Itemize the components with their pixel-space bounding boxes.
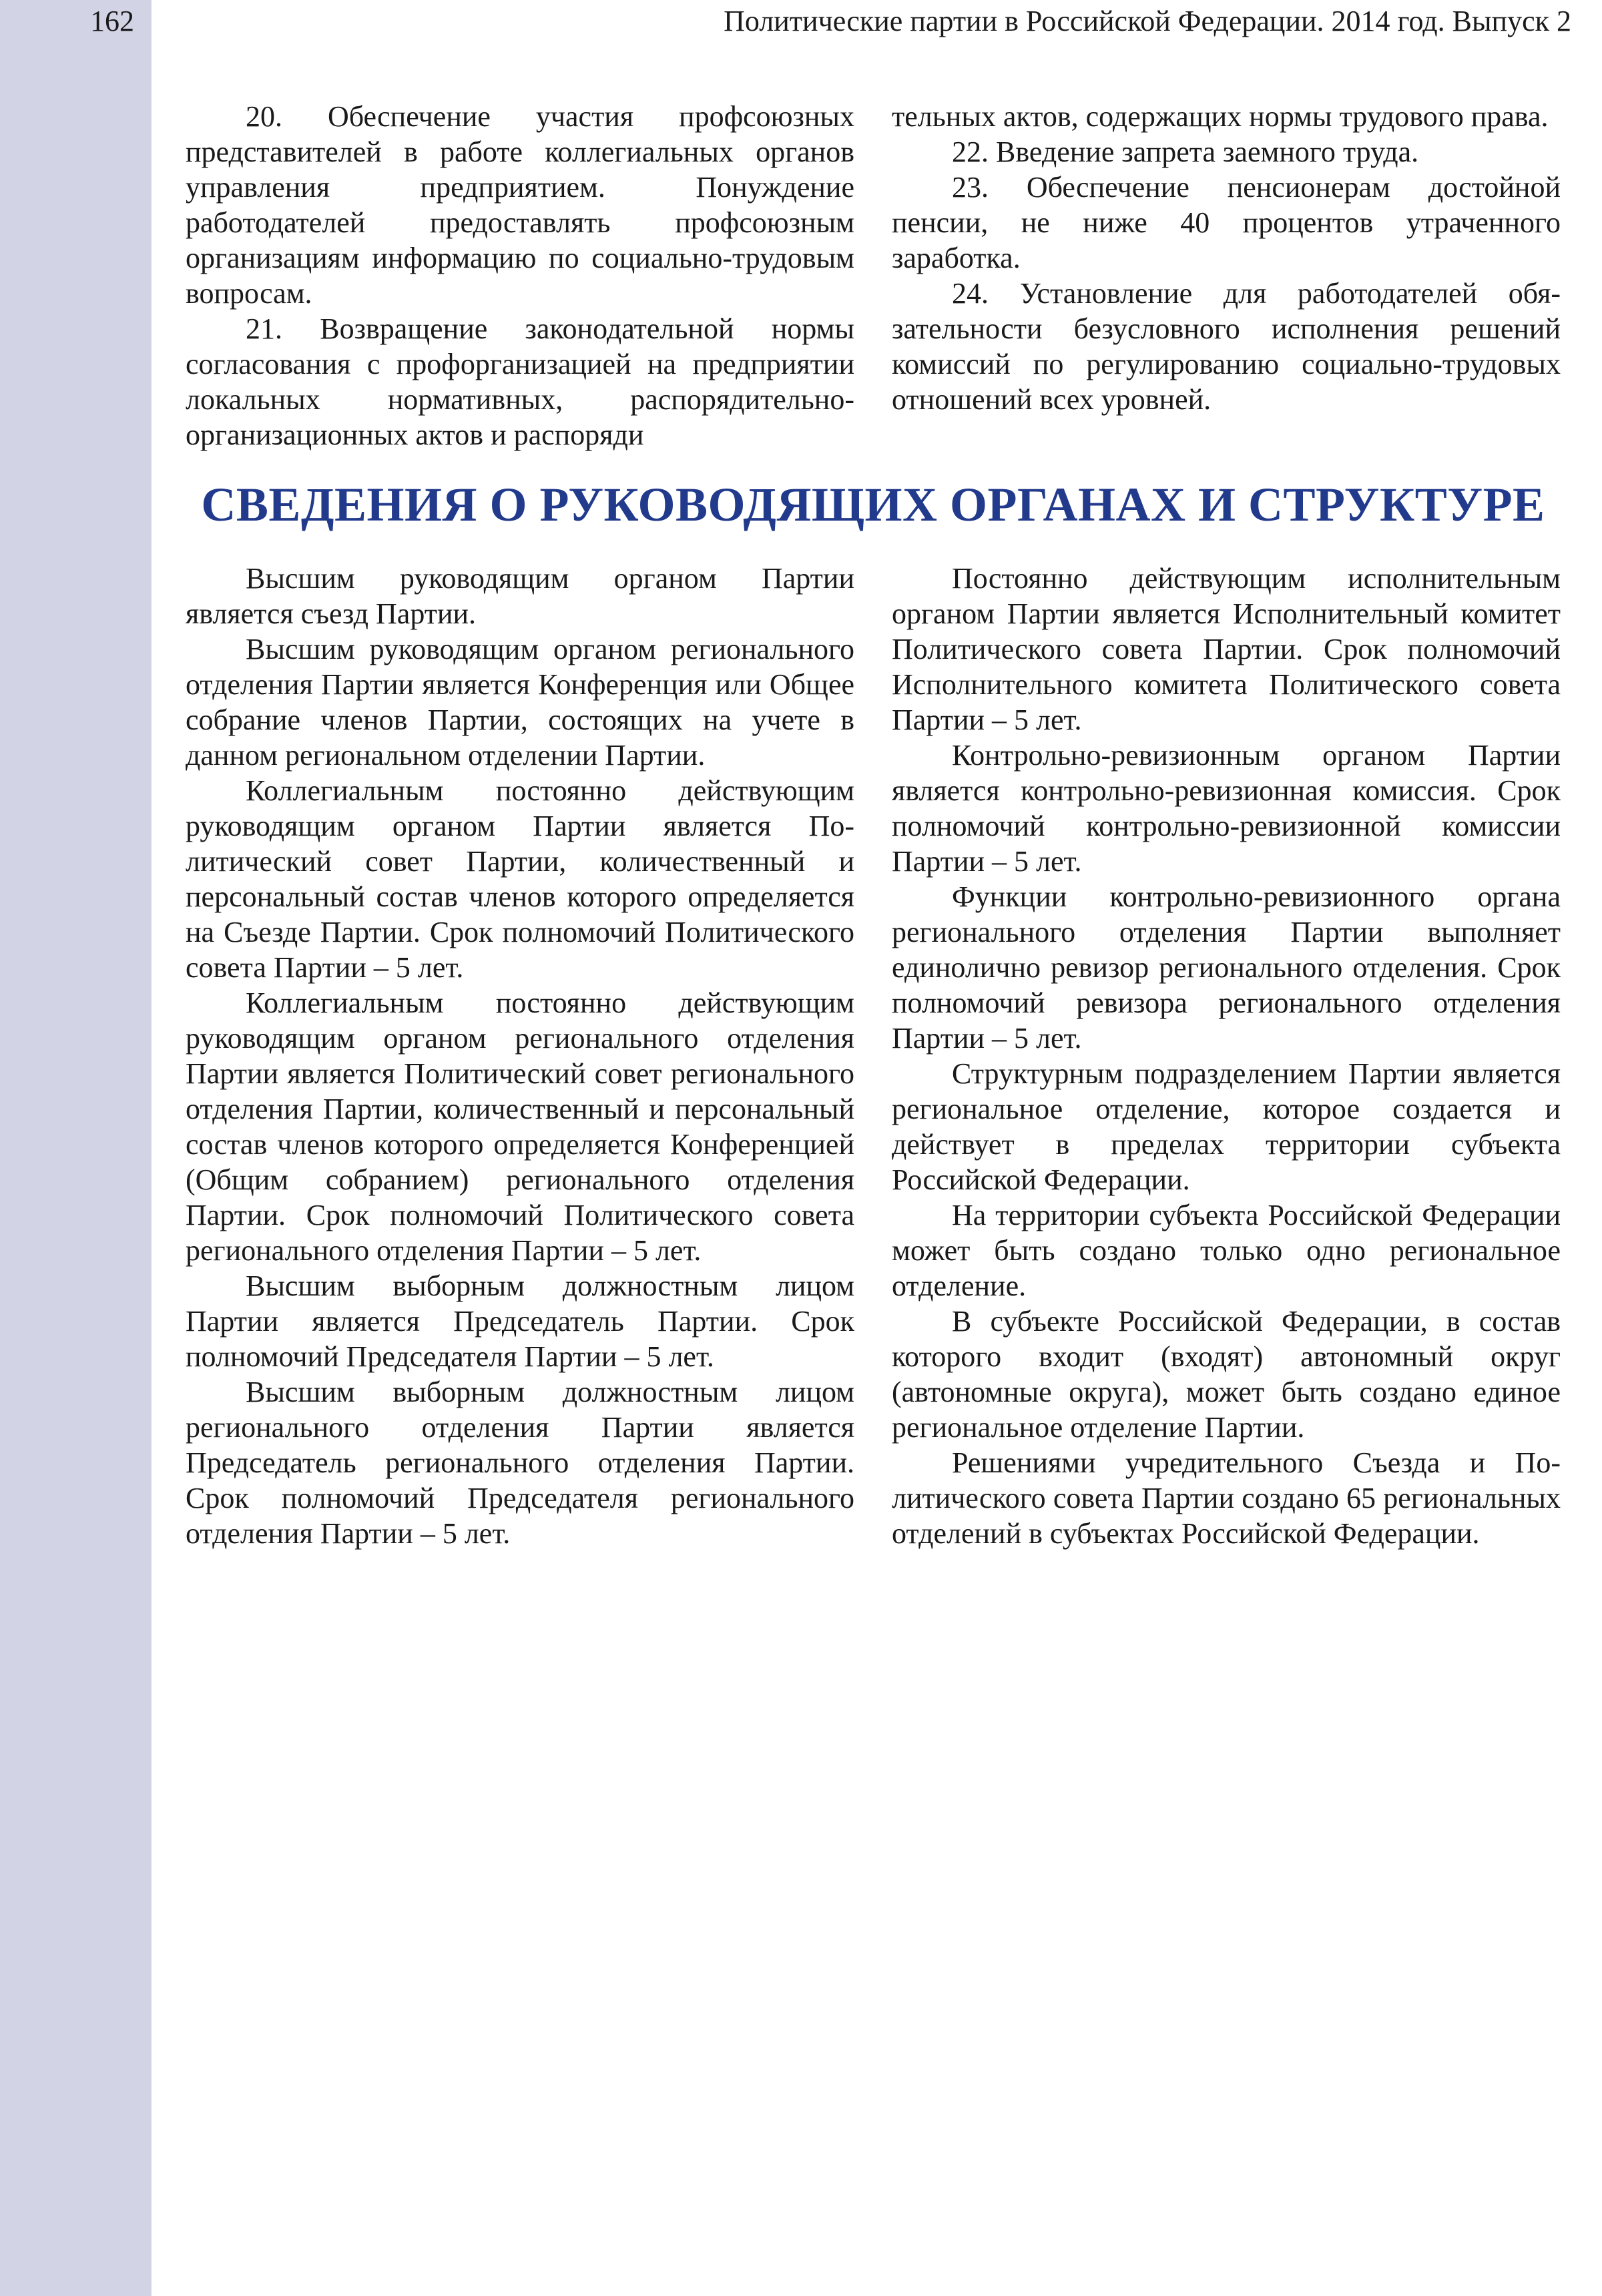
- paragraph: Высшим выборным должностным лицом Партии является Председатель Партии. Срок полномочий Председателя Партии – 5 лет.: [186, 1269, 854, 1373]
- section-heading: СВЕДЕНИЯ О РУКОВОДЯЩИХ ОРГАНАХ И СТРУКТУРЕ: [201, 478, 1545, 531]
- paragraph: Высшим руководящим органом регионального отделения Партии является Конференция или Общее собрание членов Партии, состоящих на учете в данном региональном отделении Партии.: [186, 633, 854, 772]
- paragraph: Высшим выборным должностным лицом регионального отделения Партии является Председатель регионального отделения Партии. Срок полномочий Председателя регионального отделения Партии – 5 лет.: [186, 1376, 854, 1550]
- paragraph: Высшим руководящим органом Партии является съезд Партии.: [186, 562, 854, 630]
- paragraph: Коллегиальным постоянно действующим руководящим органом Партии является Политический совет Партии, количественный и персональный состав членов которого определяется на Съезде Партии. Срок полномочий Политического совета Партии – 5 лет.: [186, 774, 854, 984]
- paragraph: 22. Введение запрета заемного труда.: [952, 135, 1419, 168]
- paragraph: Коллегиальным постоянно действующим руководящим органом регионального отделения Партии является Политический совет регионального отделения Партии, количественный и персональный состав членов которого определяется Конференцией (Общим собранием) регионального отделения Партии. Срок полномочий Политического совета регионального отделения Партии – 5 лет.: [186, 986, 854, 1267]
- paragraph: 21. Возвращение законодательной нормы согласования с профорганизацией на предприятии локальных нормативных, распорядительно-организационных актов и распоряди: [186, 312, 854, 451]
- paragraph-continuation: тельных актов, содержащих нормы трудового права.: [892, 100, 1549, 133]
- running-title: Политические партии в Российской Федерации. 2014 год. Выпуск 2: [724, 5, 1571, 37]
- paragraph: 24. Установление для работодателей обязательности безусловного исполнения решений комиссий по регулированию социально-трудовых отношений всех уровней.: [892, 277, 1561, 416]
- paragraph: В субъекте Российской Федерации, в состав которого входит (входят) автономный округ (автономные округа), может быть создано единое региональное отделение Партии.: [892, 1305, 1561, 1444]
- paragraph: 23. Обеспечение пенсионерам достойной пенсии, не ниже 40 процентов утраченного заработка.: [892, 171, 1561, 274]
- side-strip: [0, 0, 152, 2296]
- paragraph: Постоянно действующим исполнительным органом Партии является Исполнительный комитет Политического совета Партии. Срок полномочий Исполнительного комитета Политического совета Партии – 5 лет.: [892, 562, 1561, 736]
- page-number: 162: [90, 5, 134, 37]
- paragraph: 20. Обеспечение участия профсоюзных представителей в работе коллегиальных органов управления предприятием. Понуждение работодателей предоставлять профсоюзным организациям информацию по социально-трудовым вопросам.: [186, 100, 854, 310]
- paragraph: Функции контрольно-ревизионного органа регионального отделения Партии выполняет единолично ревизор регионального отделения. Срок полномочий ревизора регионального отделения Партии – 5 лет.: [892, 880, 1561, 1055]
- bottom-right-column: [892, 561, 1561, 1551]
- paragraph: Структурным подразделением Партии является региональное отделение, которое создается и действует в пределах территории субъекта Российской Федерации.: [892, 1057, 1561, 1196]
- paragraph: Контрольно-ревизионным органом Партии является контрольно-ревизионная комиссия. Срок полномочий контрольно-ревизионной комиссии Партии – 5 лет.: [892, 739, 1561, 878]
- paragraph: На территории субъекта Российской Федерации может быть создано только одно региональное отделение.: [892, 1199, 1561, 1302]
- bottom-left-column: [186, 561, 854, 1551]
- top-left-column: [186, 99, 854, 453]
- paragraph: Решениями учредительного Съезда и Политического совета Партии создано 65 региональных отделений в субъектах Российской Федерации.: [892, 1446, 1561, 1550]
- top-right-column: [892, 99, 1561, 417]
